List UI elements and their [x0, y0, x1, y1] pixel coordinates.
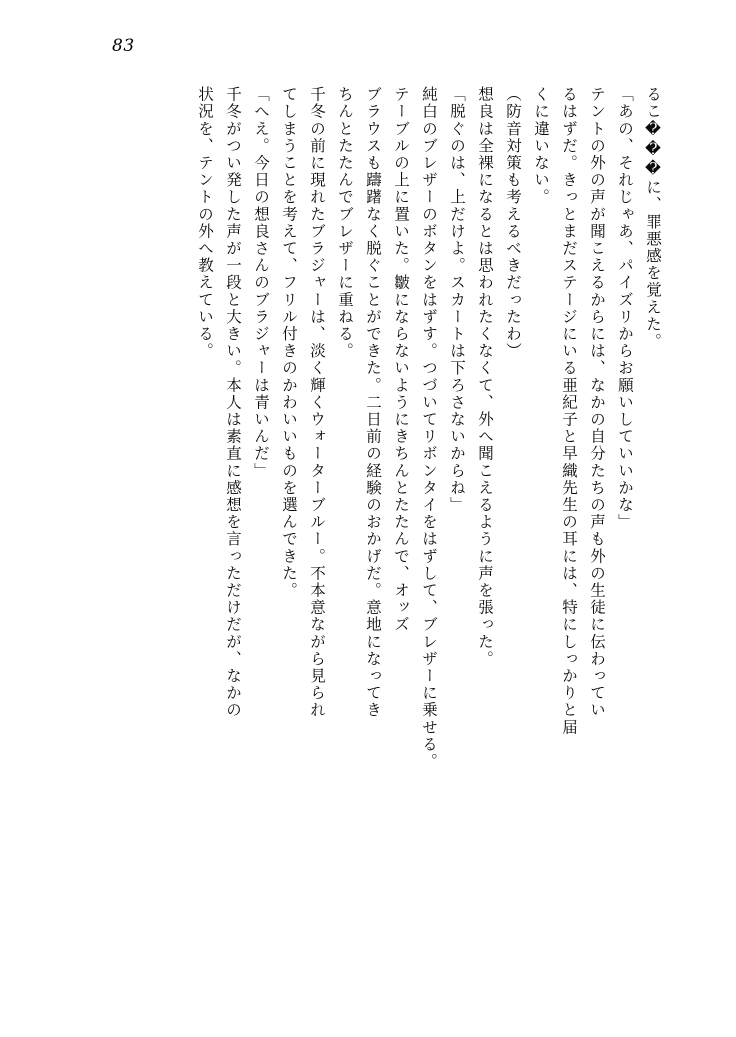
text-line: 千冬の前に現れたブラジャーは、淡く輝くウォーターブルー。不本意ながら見られ: [308, 86, 326, 719]
vertical-text-body: [80, 86, 660, 966]
text-line: テーブルの上に置いた。皺にならないようにきちんとたたんで、オッズ: [392, 86, 410, 634]
text-line: 千冬がつい発した声が一段と大きい。本人は素直に感想を言っただけだが、なかの: [224, 86, 242, 719]
text-line: 状況を、テントの外へ教えている。: [196, 86, 214, 360]
text-line: 「脱ぐのは、上だけよ。スカートは下ろさないからね」: [448, 86, 466, 514]
text-line: 純白のブレザーのボタンをはずす。つづいてリボンタイをはずして、ブレザーに乗せる。: [420, 86, 438, 770]
text-line: るはずだ。きっとまだステージにいる亜紀子と早織先生の耳には、特にしっかりと届: [560, 86, 578, 736]
page-number: 83: [112, 36, 135, 56]
text-line: 「へえ。今日の想良さんのブラジャーは青いんだ」: [252, 86, 270, 480]
text-line: テントの外の声が聞こえるからには、なかの自分たちの声も外の生徒に伝わってい: [588, 86, 606, 719]
text-line: てしまうことを考えて、フリル付きのかわいいものを選んできた。: [280, 86, 298, 599]
text-line: 「あの、それじゃあ、パイズリからお願いしていいかな」: [616, 86, 634, 531]
text-line: るこ���に、罪悪感を覚えた。: [644, 86, 662, 350]
text-line: ちんとたたんでブレザーに重ねる。: [336, 86, 354, 360]
text-line: くに違いない。: [532, 86, 550, 206]
text-line: （防音対策も考えるべきだったわ）: [504, 86, 522, 360]
text-line: ブラウスも躊躇なく脱ぐことができた。二日前の経験のおかげだ。意地になってき: [364, 86, 382, 719]
text-line: 想良は全裸になるとは思われたくなくて、外へ聞こえるように声を張った。: [476, 86, 494, 668]
